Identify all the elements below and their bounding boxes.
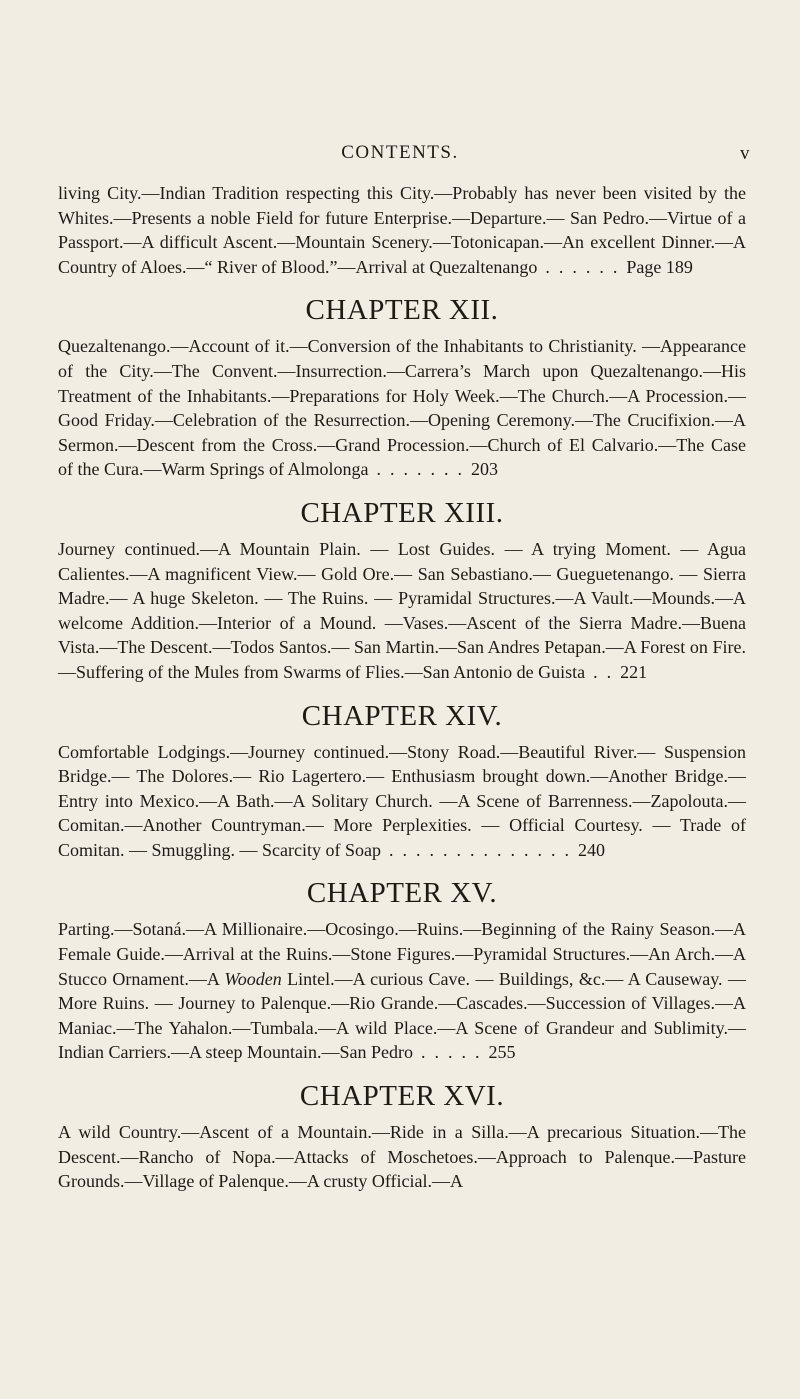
chapter-summary — [58, 537, 746, 685]
chapter-heading: CHAPTER XIII. — [300, 496, 504, 529]
dot-leaders: .. — [593, 661, 621, 682]
chapter-heading: CHAPTER XIV. — [301, 699, 503, 732]
dot-leaders: ..... — [420, 1042, 489, 1063]
chapter-summary — [58, 334, 746, 482]
summary-text-continued: Lintel.—A curious Cave. — Buildings, &c.— A Causeway. — More Ruins. — Journey to Palenque.—Rio Grande.—Cascades.—Succession of Villages.—A Maniac.—The Yahalon.—Tumbala.—A wild Place.—A Scene of Grandeur and Sublimity.— Indian Carriers.—A steep Mountain.—San Pedro — [58, 968, 746, 1063]
chapter-xiii — [58, 495, 746, 685]
italic-word: Wooden — [224, 968, 282, 989]
page-reference: 203 — [471, 459, 499, 480]
summary-text: Parting.—Sotaná.—A Millionaire.—Ocosingo.—Ruins.—Beginning of the Rainy Season.—A Female Guide.—Arrival at the Ruins.—Stone Figures.—Pyramidal Structures.—An Arch.—A Stucco Ornament.—A — [58, 919, 746, 989]
chapter-xvi — [58, 1078, 746, 1194]
summary-text: Comfortable Lodgings.—Journey continued.—Stony Road.—Beautiful River.— Suspension Bridge.— The Dolores.— Rio Lagertero.— Enthusiasm brought down.—Another Bridge.—Entry into Mexico.—A Bath.—A Solitary Church. —A Scene of Barrenness.—Zapolouta.—Comitan.—Another Countryman.— More Perplexities. — Official Courtesy. — Trade of Comitan. — Smuggling. — Scarcity of Soap — [58, 741, 746, 860]
page-reference: 221 — [620, 661, 648, 682]
chapter-summary — [58, 181, 746, 279]
contents-list — [58, 181, 746, 1194]
dot-leaders: .............. — [388, 839, 578, 860]
running-head — [0, 142, 800, 172]
page-reference: 255 — [488, 1042, 516, 1063]
chapter-xv — [58, 875, 746, 1065]
chapter-heading: CHAPTER XII. — [305, 294, 499, 327]
summary-text: Quezaltenango.—Account of it.—Conversion of the Inhabitants to Christianity. —Appearance of the City.—The Convent.—Insurrection.—Carrera’s March upon Quezaltenango.—His Treatment of the Inhabitants.—Preparations for Holy Week.—The Church.—A Procession.—Good Friday.—Celebration of the Resurrection.—Opening Ceremony.—The Crucifixion.—A Sermon.—Descent from the Cross.—Grand Procession.—Church of El Calvario.—The Case of the Cura.—Warm Springs of Almolonga — [58, 336, 746, 480]
chapter-xi-continued — [58, 181, 746, 279]
chapter-heading: CHAPTER XVI. — [299, 1080, 505, 1113]
page-reference: Page 189 — [626, 256, 693, 277]
page-number: v — [740, 143, 750, 164]
chapter-summary — [58, 1120, 746, 1194]
summary-text: A wild Country.—Ascent of a Mountain.—Ride in a Silla.—A precarious Situation.—The Descent.—Rancho of Nopa.—Attacks of Moschetoes.—Approach to Palenque.—Pasture Grounds.—Village of Palenque.—A crusty Official.—A — [58, 1122, 746, 1192]
running-title: CONTENTS. — [341, 142, 459, 163]
summary-text: living City.—Indian Tradition respecting this City.—Probably has never been visited by the Whites.—Presents a noble Field for future Enterprise.—Departure.— San Pedro.—Virtue of a Passport.—A difficult Ascent.—Mountain Scenery.—Totonicapan.—An excellent Dinner.—A Country of Aloes.—“ River of Blood.”—Arrival at Quezaltenango — [58, 183, 746, 277]
chapter-xii — [58, 292, 746, 482]
page-reference: 240 — [577, 839, 605, 860]
dot-leaders: ...... — [545, 256, 627, 277]
chapter-summary — [58, 740, 746, 863]
summary-text: Journey continued.—A Mountain Plain. — Lost Guides. — A trying Moment. — Agua Calientes.—A magnificent View.— Gold Ore.— San Sebastiano.— Gueguetenango. — Sierra Madre.— A huge Skeleton. — The Ruins. — Pyramidal Structures.—A Vault.—Mounds.—A welcome Addition.—Interior of a Mound. —Vases.—Ascent of the Sierra Madre.—Buena Vista.—The Descent.—Todos Santos.— San Martin.—San Andres Petapan.—A Forest on Fire.—Suffering of the Mules from Swarms of Flies.—San Antonio de Guista — [58, 538, 746, 682]
chapter-heading: CHAPTER XV. — [306, 877, 498, 910]
dot-leaders: ....... — [376, 459, 472, 480]
chapter-summary — [58, 917, 746, 1065]
chapter-xiv — [58, 698, 746, 863]
